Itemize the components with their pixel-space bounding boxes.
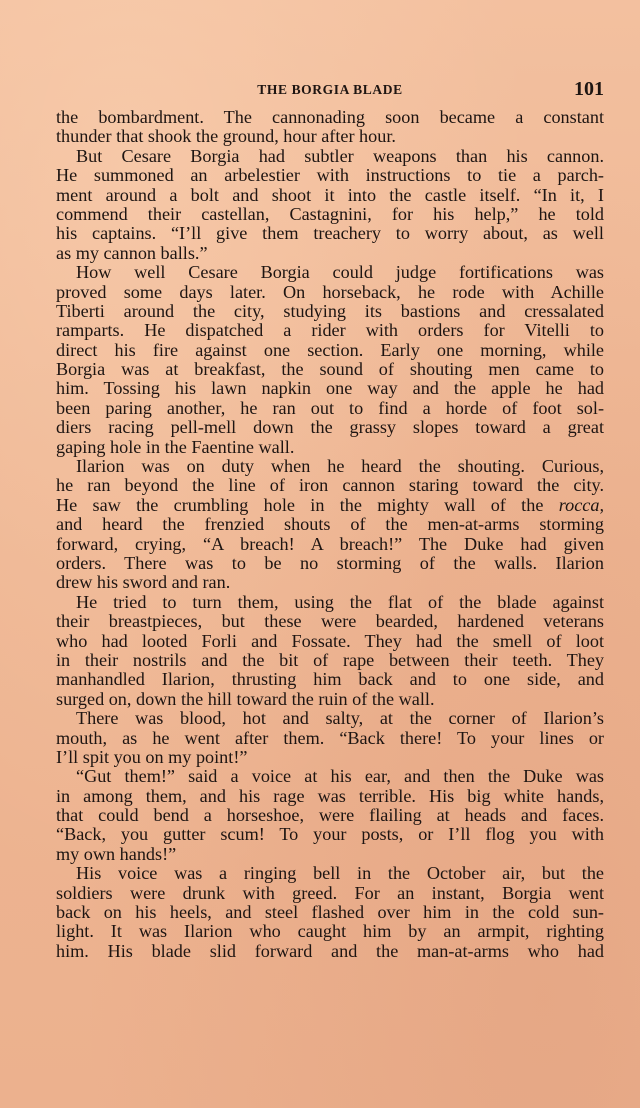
text-line-content: who had looted Forli and Fossate. They had the smell of loot <box>56 631 604 651</box>
text-line <box>56 845 604 864</box>
text-line-content: Ilarion was on duty when he heard the shouting. Curious, <box>76 457 604 477</box>
text-line-content: his captains. “I’ll give them treachery to worry about, as well <box>56 224 604 244</box>
text-line <box>56 922 604 941</box>
text-line-content: thunder that shook the ground, hour after hour. <box>56 127 396 147</box>
text-line-content: and heard the frenzied shouts of the men-at-arms storming <box>56 515 604 535</box>
text-line <box>56 205 604 224</box>
text-line <box>56 341 604 360</box>
text-line-content: How well Cesare Borgia could judge fortifications was <box>76 263 604 283</box>
text-line <box>56 690 604 709</box>
text-line-content: direct his fire against one section. Early one morning, while <box>56 340 604 360</box>
text-line <box>56 903 604 922</box>
text-line <box>56 825 604 844</box>
text-line <box>56 573 604 592</box>
text-line-content: soldiers were drunk with greed. For an instant, Borgia went <box>56 883 604 903</box>
text-line <box>56 709 604 728</box>
text-line <box>56 457 604 476</box>
text-line-content: I’ll spit you on my point!” <box>56 747 248 767</box>
text-line <box>56 263 604 282</box>
text-line-content: their breastpieces, but these were bearded, hardened veterans <box>56 612 604 632</box>
text-line-content: “Back, you gutter scum! To your posts, or I’ll flog you with <box>56 825 604 845</box>
text-line <box>56 379 604 398</box>
text-line-content: forward, crying, “A breach! A breach!” The Duke had given <box>56 534 604 554</box>
text-line-content: ramparts. He dispatched a rider with orders for Vitelli to <box>56 321 604 341</box>
text-line-content: He tried to turn them, using the flat of the blade against <box>76 592 604 612</box>
text-line <box>56 108 604 127</box>
text-line-content: Tiberti around the city, studying its bastions and cressalated <box>56 301 604 321</box>
text-line <box>56 748 604 767</box>
text-line-content: But Cesare Borgia had subtler weapons than his cannon. <box>76 146 604 166</box>
text-line-content: proved some days later. On horseback, he rode with Achille <box>56 282 604 302</box>
text-line <box>56 360 604 379</box>
page-number: 101 <box>574 78 604 100</box>
text-line <box>56 942 604 961</box>
text-line <box>56 515 604 534</box>
text-line-content: the bombardment. The cannonading soon became a constant <box>56 108 604 127</box>
text-line-content: “Gut them!” said a voice at his ear, and then the Duke was <box>76 767 604 787</box>
text-line <box>56 884 604 903</box>
text-line <box>56 476 604 495</box>
text-line <box>56 147 604 166</box>
text-line <box>56 651 604 670</box>
text-line-content: He summoned an arbelestier with instructions to tie a parch- <box>56 166 604 186</box>
text-line <box>56 864 604 883</box>
text-line-content: Borgia was at breakfast, the sound of shouting men came to <box>56 360 604 380</box>
text-line <box>56 418 604 437</box>
text-line <box>56 283 604 302</box>
text-line <box>56 787 604 806</box>
text-line <box>56 612 604 631</box>
text-line-content: manhandled Ilarion, thrusting him back and to one side, and <box>56 670 604 690</box>
text-line <box>56 632 604 651</box>
text-line-content: diers racing pell-mell down the grassy slopes toward a great <box>56 418 604 438</box>
text-line-content: in among them, and his rage was terrible. His big white hands, <box>56 786 604 806</box>
running-head <box>56 80 604 106</box>
text-line <box>56 127 604 146</box>
text-line <box>56 399 604 418</box>
text-line-content: him. His blade slid forward and the man-at-arms who had <box>56 941 604 961</box>
text-line <box>56 593 604 612</box>
text-line-content: ment around a bolt and shoot it into the castle itself. “In it, I <box>56 185 604 205</box>
text-line-content: gaping hole in the Faentine wall. <box>56 437 295 457</box>
text-line <box>56 244 604 263</box>
text-line-content: commend their castellan, Castagnini, for his help,” he told <box>56 204 604 224</box>
text-line-content: drew his sword and ran. <box>56 573 231 593</box>
text-line-content: him. Tossing his lawn napkin one way and the apple he had <box>56 379 604 399</box>
text-line <box>56 806 604 825</box>
text-line-content: He saw the crumbling hole in the mighty wall of the <box>56 495 544 515</box>
text-line <box>56 767 604 786</box>
text-line <box>56 224 604 243</box>
text-line <box>56 554 604 573</box>
text-line-content: orders. There was to be no storming of the walls. Ilarion <box>56 553 604 573</box>
text-line <box>56 186 604 205</box>
text-line-content: as my cannon balls.” <box>56 243 208 263</box>
text-line-content: back on his heels, and steel flashed over him in the cold sun- <box>56 903 604 923</box>
text-line <box>56 321 604 340</box>
text-line-content: in their nostrils and the bit of rape between their teeth. They <box>56 650 604 670</box>
text-line-content: he ran beyond the line of iron cannon staring toward the city. <box>56 476 604 496</box>
text-line <box>56 166 604 185</box>
text-line <box>56 496 604 515</box>
text-line <box>56 535 604 554</box>
text-line-content: my own hands!” <box>56 844 177 864</box>
italic-word: rocca, <box>558 495 604 515</box>
text-line-content: been paring another, he ran out to find a horde of foot sol- <box>56 398 604 418</box>
text-line <box>56 729 604 748</box>
text-line <box>56 670 604 689</box>
running-title: THE BORGIA BLADE <box>257 82 403 97</box>
text-line-content: surged on, down the hill toward the ruin of the wall. <box>56 689 435 709</box>
text-line-content: that could bend a horseshoe, were flailing at heads and faces. <box>56 806 604 826</box>
text-line-content: There was blood, hot and salty, at the corner of Ilarion’s <box>76 709 604 729</box>
text-line-content: mouth, as he went after them. “Back there! To your lines or <box>56 728 604 748</box>
text-line <box>56 438 604 457</box>
text-line-content: light. It was Ilarion who caught him by an armpit, righting <box>56 922 604 942</box>
text-line <box>56 302 604 321</box>
body-text <box>56 108 604 961</box>
text-line-content: His voice was a ringing bell in the October air, but the <box>76 864 604 884</box>
